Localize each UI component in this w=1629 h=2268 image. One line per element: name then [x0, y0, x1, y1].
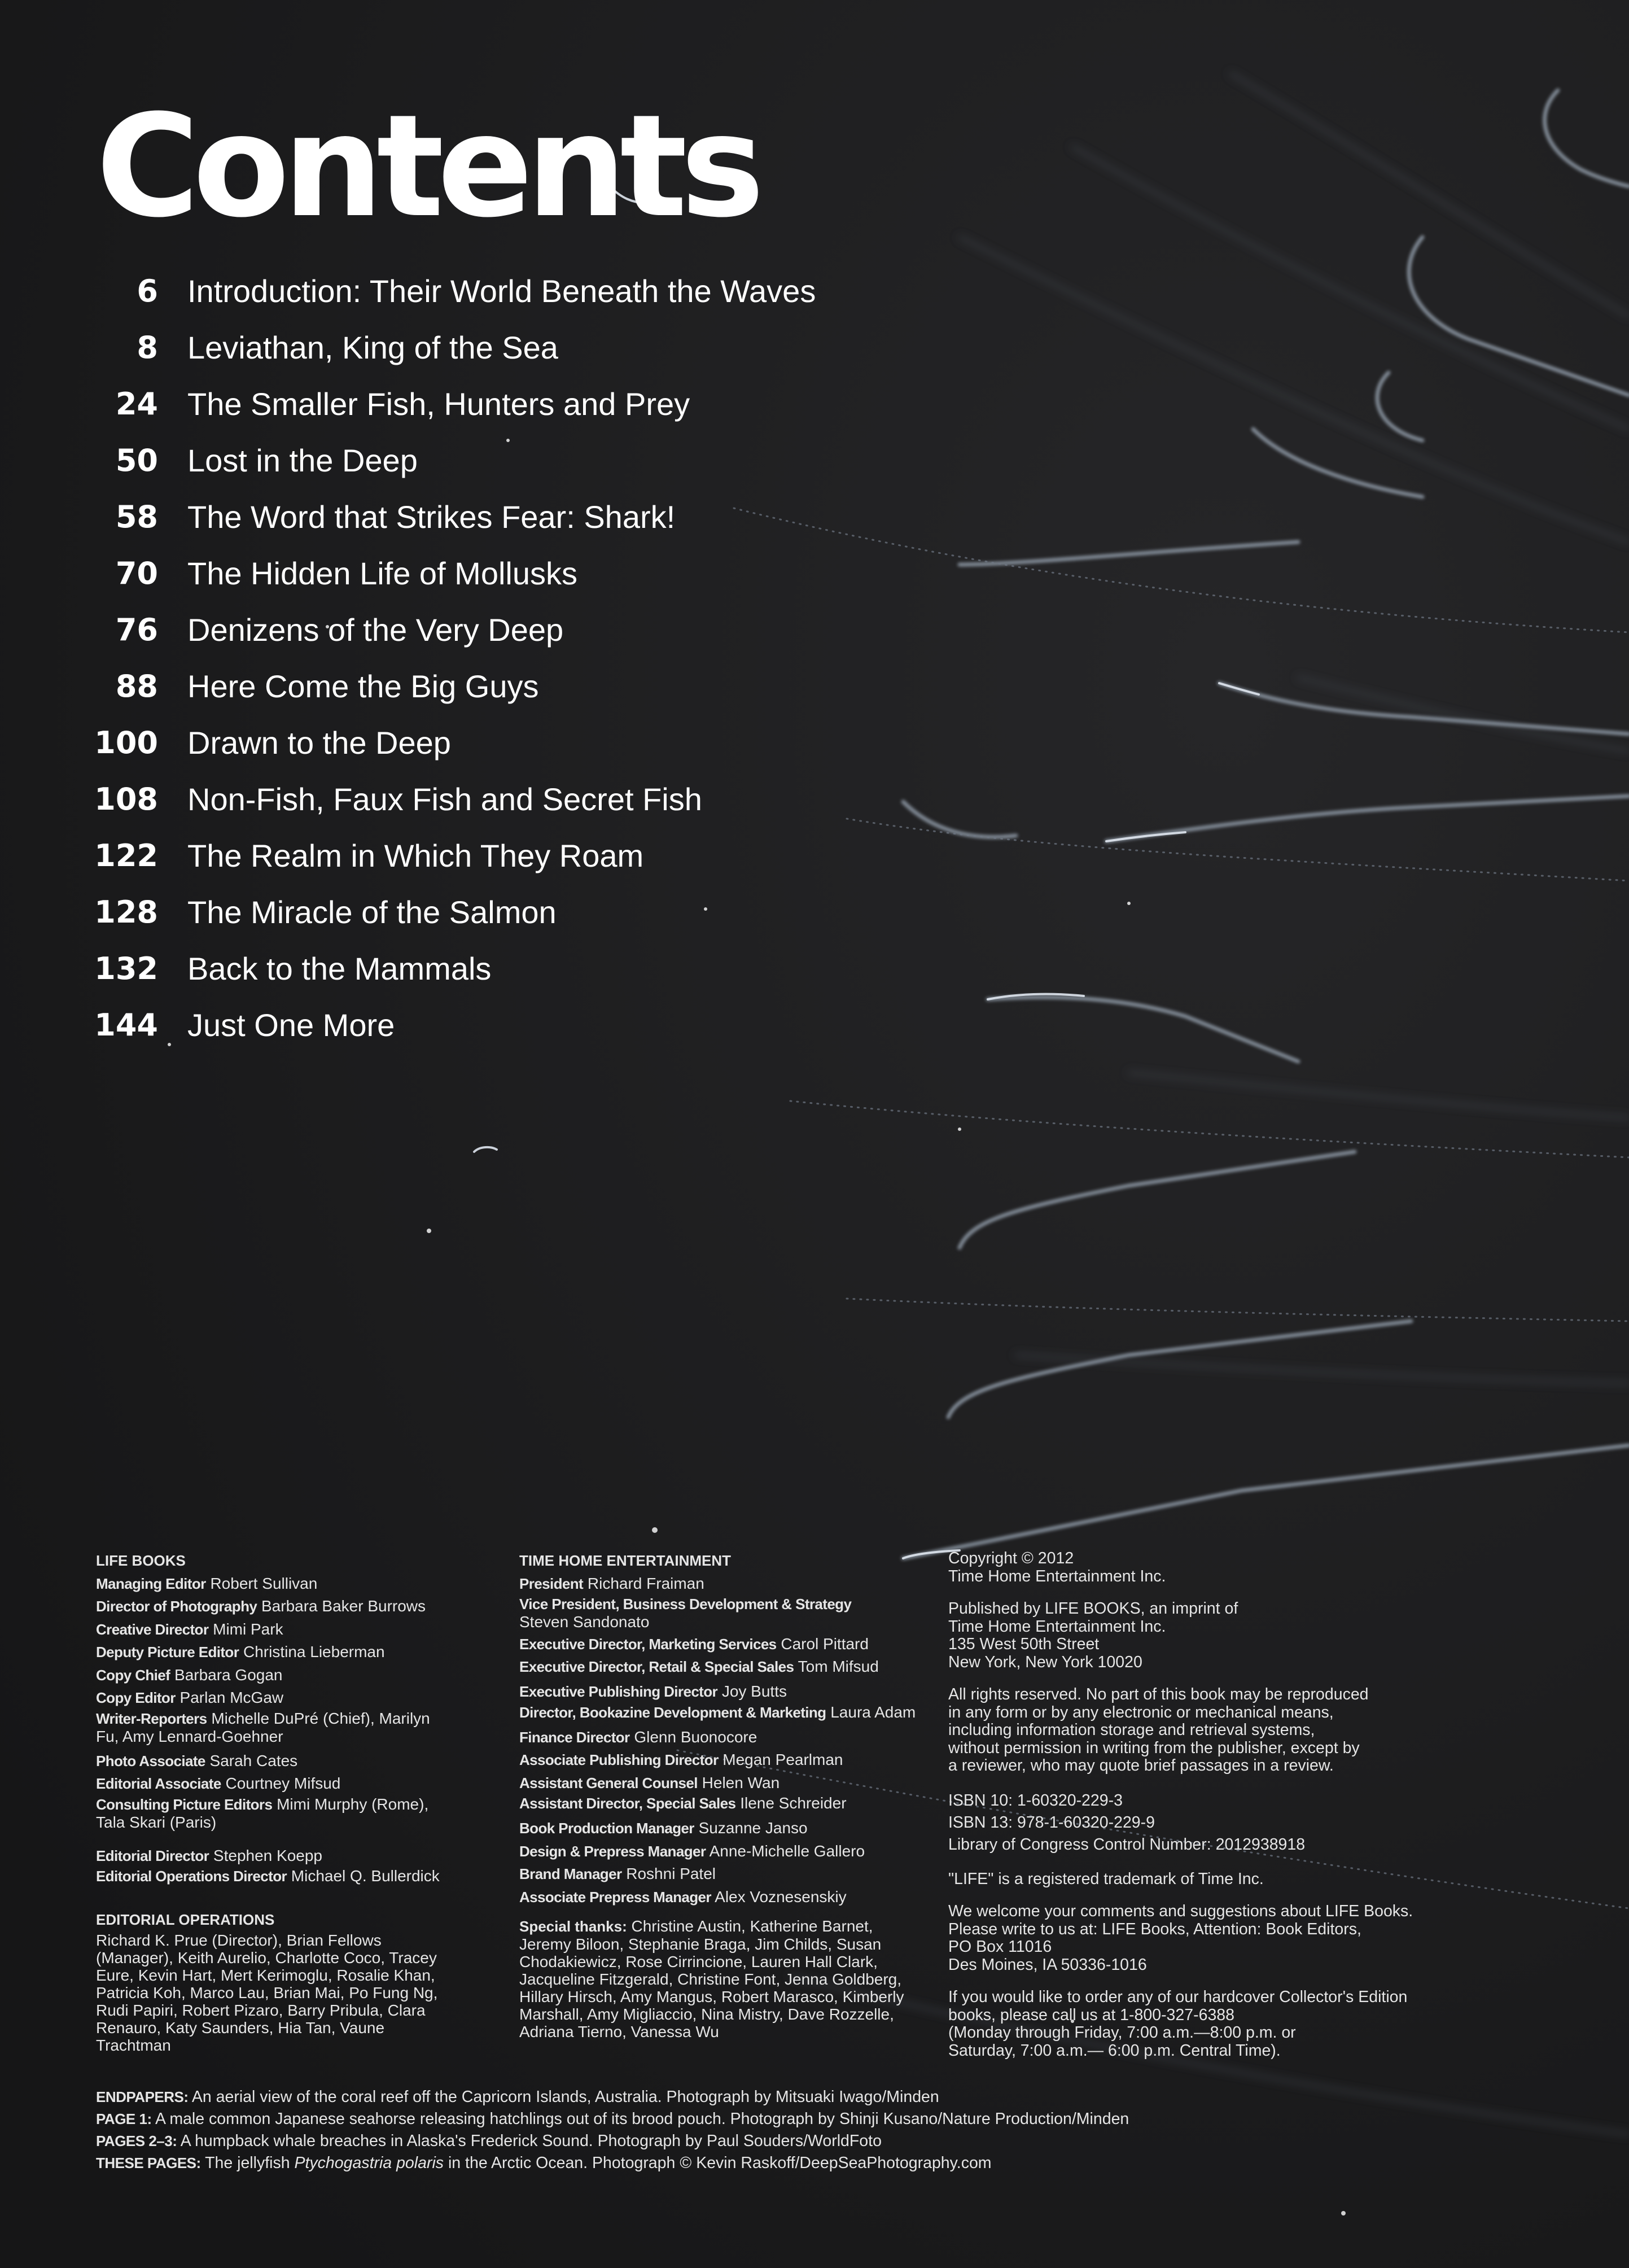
- feedback-address: We welcome your comments and suggestions about LIFE Books. Please write to us at: LIFE Books, Attention: Book Editors, PO Box 11016 Des Moines, IA 50336-1016: [948, 1902, 1413, 1974]
- toc-page-number: 8: [137, 329, 158, 365]
- credit-role: Deputy Picture Editor: [96, 1644, 239, 1660]
- toc-entry: [85, 375, 816, 432]
- special-thanks: [519, 1917, 914, 2040]
- credit-line: [96, 1686, 502, 1710]
- credit-line: [96, 1772, 502, 1795]
- toc-page-number: 88: [115, 668, 158, 704]
- rights-notice: All rights reserved. No part of this book may be reproduced in any form or by any electronic or mechanical means, including information storage and retrieval systems, without permission in writing from the publisher, except by a reviewer, who may quote brief passages in a review.: [948, 1685, 1369, 1775]
- credit-name: Helen Wan: [702, 1773, 780, 1791]
- time-home-heading: TIME HOME ENTERTAINMENT: [519, 1552, 732, 1569]
- credit-line: [96, 1750, 502, 1773]
- credit-line: [519, 1886, 926, 1909]
- credit-line: [96, 1641, 502, 1664]
- life-books-heading: LIFE BOOKS: [96, 1552, 186, 1569]
- toc-chapter-title: The Smaller Fish, Hunters and Prey: [187, 386, 690, 422]
- toc-page-number: 6: [137, 273, 158, 309]
- credit-line: [96, 1572, 502, 1596]
- credit-name: Michelle DuPré (Chief), Marilyn Fu, Amy Lennard-Goehner: [96, 1709, 430, 1745]
- toc-entry: [85, 884, 816, 940]
- toc-entry: [85, 319, 816, 375]
- toc-page-number: 122: [94, 837, 158, 873]
- credit-line: [96, 1845, 502, 1868]
- credit-line: [96, 1595, 502, 1618]
- toc-chapter-title: Leviathan, King of the Sea: [187, 329, 558, 365]
- toc-page-number: 70: [115, 555, 158, 591]
- special-thanks-names: Christine Austin, Katherine Barnet, Jeremy Biloon, Stephanie Braga, Jim Childs, Susan Chodakiewicz, Rose Cirrincione, Lauren Hall Clark, Jacqueline Fitzgerald, Christine Font, Jenna Goldberg, Hillary Hirsch, Amy Mangus, Robert Marasco, Kimberly Marshall, Amy Migliaccio, Nina Mistry, Dave Rozzelle, Adriana Tierno, Vanessa Wu: [519, 1917, 904, 2040]
- toc-chapter-title: Just One More: [187, 1007, 395, 1043]
- toc-entry: [85, 432, 816, 488]
- caption-endpapers: ENDPAPERS: An aerial view of the coral reef off the Capricorn Islands, Australia. Photograph by Mitsuaki Iwago/Minden: [96, 2088, 939, 2106]
- credit-name: Sarah Cates: [209, 1751, 298, 1769]
- toc-entry: [85, 771, 816, 827]
- life-books-masthead: [96, 1550, 502, 2054]
- credit-line: [519, 1749, 926, 1772]
- caption-page-1: PAGE 1: A male common Japanese seahorse releasing hatchlings out of its brood pouch. Photograph by Shinji Kusano/Nature Production/Minden: [96, 2110, 1129, 2128]
- credit-line: [519, 1572, 926, 1596]
- credit-line: [519, 1658, 926, 1676]
- toc-entry: [85, 997, 816, 1053]
- species-name: Ptychogastria polaris: [294, 2154, 444, 2172]
- toc-entry: [85, 714, 816, 771]
- special-thanks-label: Special thanks:: [519, 1918, 627, 1935]
- credit-role: Editorial Associate: [96, 1775, 221, 1792]
- toc-chapter-title: Lost in the Deep: [187, 442, 418, 478]
- credit-role: Creative Director: [96, 1620, 209, 1638]
- credit-name: Alex Voznesenskiy: [715, 1887, 847, 1906]
- copyright-notice: Copyright © 2012 Time Home Entertainment Inc.: [948, 1549, 1166, 1585]
- toc-page-number: 24: [115, 386, 158, 422]
- credit-line: [96, 1867, 502, 1885]
- toc-entry: [85, 263, 816, 319]
- caption-these-pages: THESE PAGES: The jellyfish Ptychogastria polaris in the Arctic Ocean. Photograph © Kevin Raskoff/DeepSeaPhotography.com: [96, 2154, 992, 2172]
- credit-role: Editorial Director: [96, 1847, 209, 1864]
- order-info: If you would like to order any of our hardcover Collector's Edition books, please call us at 1-800-327-6388 (Monday through Friday, 7:00 a.m.—8:00 p.m. or Saturday, 7:00 a.m.— 6:00 p.m. Central Time).: [948, 1988, 1408, 2060]
- credit-role: Finance Director: [519, 1728, 630, 1746]
- credit-line: [519, 1794, 926, 1812]
- editorial-operations-list: Richard K. Prue (Director), Brian Fellows (Manager), Keith Aurelio, Charlotte Coco, Tracey Eure, Kevin Hart, Mert Kerimoglu, Rosalie Khan, Patricia Koh, Marco Lau, Brian Mai, Po Fung Ng, Rudi Papiri, Robert Pizaro, Barry Pribula, Clara Renauro, Katy Saunders, Hia Tan, Vaune Trachtman: [96, 1931, 438, 2054]
- credit-role: Copy Editor: [96, 1689, 176, 1706]
- toc-entry: [85, 601, 816, 658]
- credit-line: [96, 1795, 446, 1831]
- credit-role: Brand Manager: [519, 1865, 622, 1882]
- credit-name: Parlan McGaw: [179, 1689, 284, 1706]
- toc-chapter-title: Introduction: Their World Beneath the Waves: [187, 273, 816, 309]
- toc-chapter-title: Non-Fish, Faux Fish and Secret Fish: [187, 781, 702, 817]
- credit-name: Anne-Michelle Gallero: [709, 1842, 865, 1860]
- credit-role: Executive Director, Marketing Services: [519, 1636, 777, 1653]
- toc-page-number: 100: [94, 724, 158, 761]
- credit-role: President: [519, 1575, 584, 1592]
- time-home-masthead: [519, 1550, 926, 2040]
- credit-role: Director, Bookazine Development & Marketing: [519, 1703, 826, 1721]
- toc-chapter-title: The Hidden Life of Mollusks: [187, 555, 578, 591]
- credit-name: Michael Q. Bullerdick: [291, 1867, 440, 1885]
- credit-line: [519, 1635, 926, 1653]
- credit-line: [519, 1772, 926, 1795]
- toc-page-number: 144: [94, 1007, 158, 1043]
- isbn-info: ISBN 10: 1-60320-229-3 ISBN 13: 978-1-60320-229-9 Library of Congress Control Number: 2012938918: [948, 1791, 1306, 1854]
- credit-name: Courtney Mifsud: [225, 1775, 341, 1792]
- publishing-info: [948, 1550, 1479, 2074]
- credit-line: [519, 1840, 926, 1863]
- toc-chapter-title: Denizens of the Very Deep: [187, 611, 564, 648]
- toc-page-number: 50: [115, 442, 158, 478]
- credit-name: Mimi Park: [213, 1620, 283, 1638]
- credit-role: Assistant General Counsel: [519, 1774, 698, 1791]
- toc-entry: [85, 940, 816, 997]
- credit-role: Copy Chief: [96, 1666, 170, 1684]
- toc-entry: [85, 545, 816, 601]
- credit-name: Glenn Buonocore: [634, 1728, 757, 1746]
- credit-line: [519, 1703, 926, 1721]
- toc-page-number: 132: [94, 950, 158, 986]
- toc-entry: [85, 488, 816, 545]
- toc-entry: [85, 827, 816, 884]
- credit-line: [519, 1726, 926, 1749]
- credit-role: Editorial Operations Director: [96, 1868, 287, 1885]
- credit-name: Mimi Murphy (Rome), Tala Skari (Paris): [96, 1795, 429, 1831]
- credit-role: Book Production Manager: [519, 1820, 694, 1837]
- toc-chapter-title: Back to the Mammals: [187, 950, 492, 986]
- credit-name: Carol Pittard: [781, 1635, 869, 1653]
- credit-name: Roshni Patel: [626, 1865, 716, 1882]
- credit-name: Barbara Baker Burrows: [261, 1597, 426, 1615]
- credit-name: Richard Fraiman: [587, 1574, 704, 1592]
- credit-role: Executive Director, Retail & Special Sales: [519, 1658, 794, 1675]
- credit-name: Joy Butts: [721, 1683, 787, 1700]
- credit-role: Managing Editor: [96, 1575, 206, 1592]
- credit-name: Stephen Koepp: [213, 1846, 322, 1864]
- toc-entry: [85, 658, 816, 714]
- credit-role: Photo Associate: [96, 1752, 205, 1769]
- publisher-address: Published by LIFE BOOKS, an imprint of Time Home Entertainment Inc. 135 West 50th Street New York, New York 10020: [948, 1600, 1238, 1671]
- credit-line: [96, 1710, 446, 1745]
- credit-name: Robert Sullivan: [210, 1574, 318, 1592]
- toc-chapter-title: Drawn to the Deep: [187, 724, 451, 761]
- credit-name: Steven Sandonato: [519, 1613, 650, 1631]
- toc-page-number: 58: [115, 499, 158, 535]
- credit-name: Ilene Schreider: [740, 1794, 847, 1812]
- credit-role: Assistant Director, Special Sales: [519, 1795, 736, 1812]
- credit-line: [519, 1680, 926, 1703]
- credit-role: Associate Prepress Manager: [519, 1888, 711, 1906]
- table-of-contents: [85, 263, 816, 1053]
- credit-role: Consulting Picture Editors: [96, 1795, 273, 1813]
- credit-line: [96, 1664, 502, 1687]
- credit-line: [519, 1595, 926, 1631]
- toc-page-number: 128: [94, 894, 158, 930]
- credit-line: [519, 1817, 926, 1840]
- credit-role: Vice President, Business Development & Strategy: [519, 1596, 852, 1612]
- photo-captions: [96, 2086, 1507, 2174]
- credit-line: [96, 1618, 502, 1641]
- toc-chapter-title: The Word that Strikes Fear: Shark!: [187, 499, 676, 535]
- toc-chapter-title: The Realm in Which They Roam: [187, 837, 644, 873]
- credit-name: Barbara Gogan: [174, 1666, 283, 1684]
- credit-role: Associate Publishing Director: [519, 1751, 719, 1768]
- toc-page-number: 76: [115, 611, 158, 648]
- credit-role: Design & Prepress Manager: [519, 1842, 706, 1860]
- caption-pages-2-3: PAGES 2–3: A humpback whale breaches in Alaska's Frederick Sound. Photograph by Paul Souders/WorldFoto: [96, 2132, 882, 2150]
- credit-name: Suzanne Janso: [698, 1819, 808, 1837]
- toc-chapter-title: Here Come the Big Guys: [187, 668, 539, 704]
- editorial-operations-heading: EDITORIAL OPERATIONS: [96, 1911, 275, 1928]
- credit-name: Tom Mifsud: [798, 1658, 879, 1675]
- credit-role: Executive Publishing Director: [519, 1683, 718, 1700]
- credit-name: Christina Lieberman: [243, 1643, 385, 1660]
- credit-line: [519, 1863, 926, 1886]
- credit-role: Director of Photography: [96, 1598, 257, 1615]
- credit-name: Laura Adam: [830, 1703, 916, 1721]
- credit-role: Writer-Reporters: [96, 1710, 207, 1727]
- credit-name: Megan Pearlman: [722, 1751, 843, 1768]
- page-title: Contents: [96, 84, 758, 248]
- toc-page-number: 108: [94, 781, 158, 817]
- trademark-notice: "LIFE" is a registered trademark of Time Inc.: [948, 1869, 1264, 1888]
- toc-chapter-title: The Miracle of the Salmon: [187, 894, 557, 930]
